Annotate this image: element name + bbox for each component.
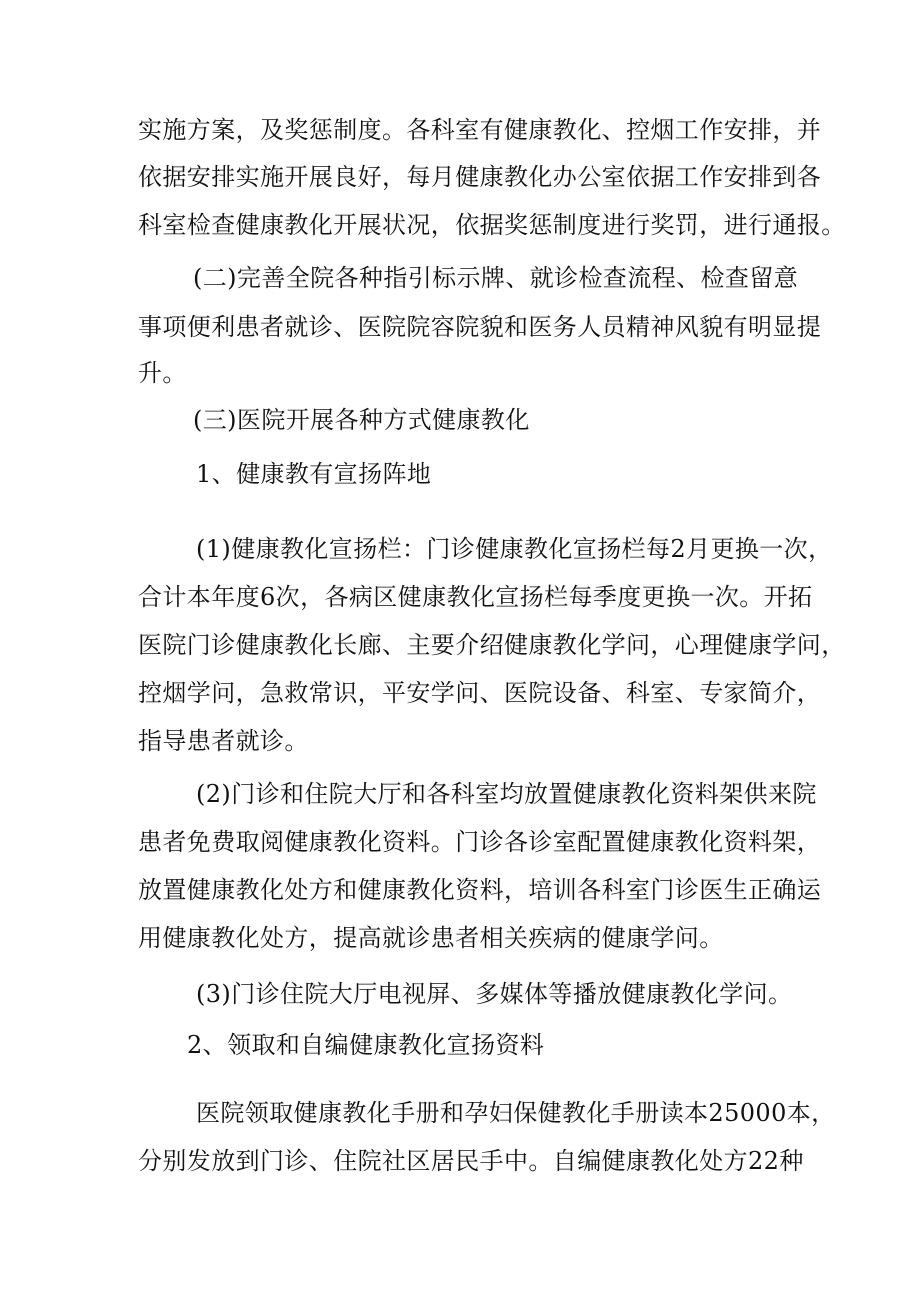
paragraph-line: 医院领取健康教化手册和孕妇保健教化手册读本25000本， bbox=[196, 1099, 836, 1127]
paragraph-line: 控烟学问，急救常识，平安学问、医院设备、科室、专家简介， bbox=[138, 679, 822, 707]
paragraph-line: 事项便利患者就诊、医院院容院貌和医务人员精神风貌有明显提 bbox=[138, 313, 822, 341]
section-heading-3: (三)医院开展各种方式健康教化 bbox=[193, 406, 530, 434]
paragraph-line: 升。 bbox=[138, 359, 187, 387]
paragraph-line: (3)门诊住院大厅电视屏、多媒体等播放健康教化学问。 bbox=[196, 980, 793, 1008]
paragraph-line: 医院门诊健康教化长廊、主要介绍健康教化学问，心理健康学问， bbox=[138, 631, 846, 659]
paragraph-line: 科室检查健康教化开展状况，依据奖惩制度进行奖罚，进行通报。 bbox=[138, 211, 846, 239]
paragraph-line: 合计本年度6次，各病区健康教化宣扬栏每季度更换一次。开拓 bbox=[138, 583, 813, 611]
subheading-1: 1、健康教有宣扬阵地 bbox=[196, 460, 432, 488]
paragraph-line: (1)健康教化宣扬栏：门诊健康教化宣扬栏每2月更换一次， bbox=[196, 535, 833, 563]
paragraph-line: (2)门诊和住院大厅和各科室均放置健康教化资料架供来院 bbox=[196, 780, 817, 808]
paragraph-line: 放置健康教化处方和健康教化资料，培训各科室门诊医生正确运 bbox=[138, 876, 822, 904]
section-heading-2: (二)完善全院各种指引标示牌、就诊检查流程、检查留意 bbox=[193, 264, 799, 292]
paragraph-line: 实施方案，及奖惩制度。各科室有健康教化、控烟工作安排，并 bbox=[138, 116, 822, 144]
paragraph-line: 指导患者就诊。 bbox=[138, 727, 309, 755]
paragraph-line: 患者免费取阅健康教化资料。门诊各诊室配置健康教化资料架， bbox=[138, 828, 822, 856]
paragraph-line: 用健康教化处方，提高就诊患者相关疾病的健康学问。 bbox=[138, 924, 724, 952]
subheading-2: 2、领取和自编健康教化宣扬资料 bbox=[187, 1031, 545, 1059]
paragraph-line: 分别发放到门诊、住院社区居民手中。自编健康教化处方22种 bbox=[138, 1147, 804, 1175]
paragraph-line: 依据安排实施开展良好，每月健康教化办公室依据工作安排到各 bbox=[138, 163, 822, 191]
